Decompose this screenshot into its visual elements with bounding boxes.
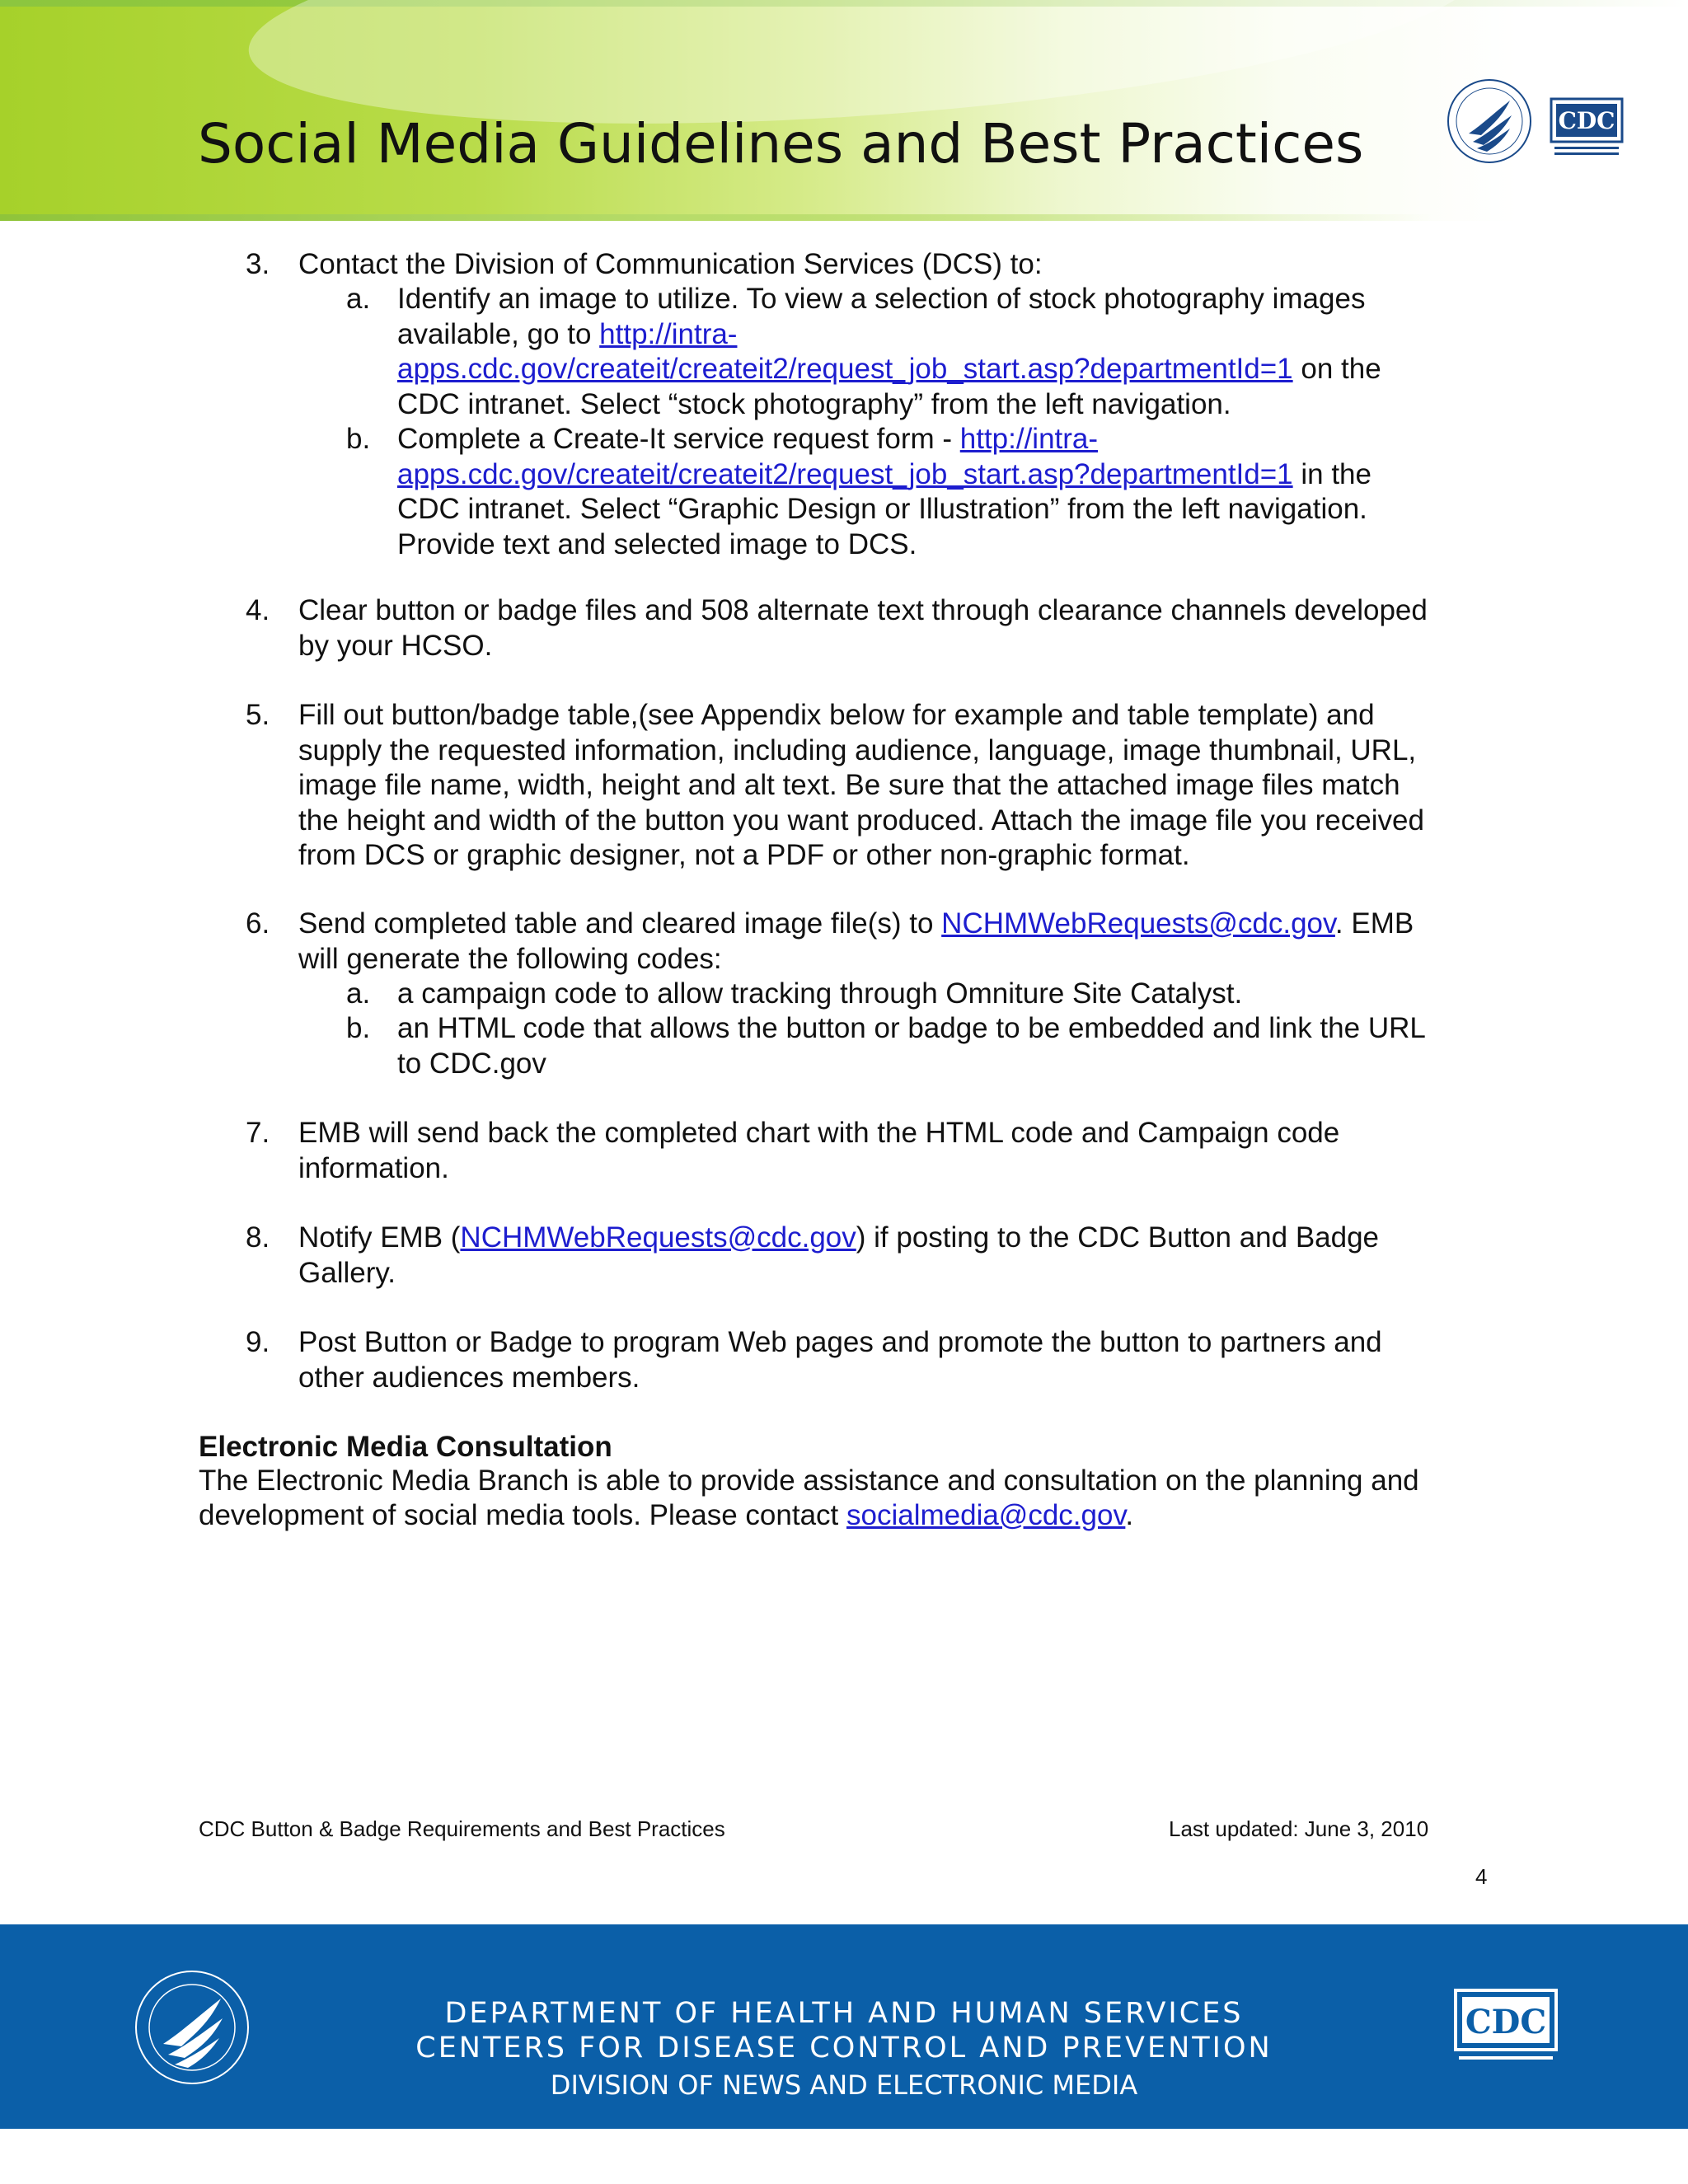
cdc-logo-icon xyxy=(1452,1987,1559,2069)
list-number: 4. xyxy=(246,594,270,626)
list-text xyxy=(298,907,1502,977)
sub-text-line xyxy=(397,457,1526,493)
department-line: DEPARTMENT OF HEALTH AND HUMAN SERVICES xyxy=(444,1997,1244,2030)
nchm-email-link-2[interactable]: NCHMWebRequests@cdc.gov xyxy=(460,1221,856,1254)
list-text-segment: ) if posting to the CDC Button and Badge xyxy=(856,1221,1380,1254)
hhs-seal-icon xyxy=(1444,76,1535,166)
list-text-line xyxy=(298,1221,1502,1256)
sub-text-line xyxy=(397,352,1526,387)
list-text-line: the height and width of the button you want produced. Attach the image file you received xyxy=(298,804,1424,837)
list-text-line: from DCS or graphic designer, not a PDF or other non-graphic format. xyxy=(298,839,1190,871)
svg-text:CDC: CDC xyxy=(1558,107,1615,134)
sub-text xyxy=(397,1011,1526,1081)
sub-letter: a. xyxy=(346,977,371,1010)
list-number: 5. xyxy=(246,699,270,731)
sub-letter: b. xyxy=(346,1012,371,1044)
list-number: 7. xyxy=(246,1117,270,1149)
sub-text-line xyxy=(397,422,1526,457)
page-number: 4 xyxy=(1475,1864,1488,1889)
list-text-line: Post Button or Badge to program Web pages and promote the button to partners and xyxy=(298,1326,1382,1358)
svg-text:CDC: CDC xyxy=(1465,2003,1547,2041)
sub-letter: a. xyxy=(346,283,371,315)
create-it-link-cont[interactable]: apps.cdc.gov/createit/createit2/request_job_start.asp?departmentId=1 xyxy=(397,457,1293,490)
socialmedia-email-link[interactable]: socialmedia@cdc.gov xyxy=(846,1499,1126,1531)
centers-line: CENTERS FOR DISEASE CONTROL AND PREVENTION xyxy=(415,2032,1273,2064)
sub-text-line: Identify an image to utilize. To view a selection of stock photography images xyxy=(397,283,1366,315)
section-body xyxy=(199,1464,1509,1533)
list-text-line: by your HCSO. xyxy=(298,629,493,662)
nchm-email-link[interactable]: NCHMWebRequests@cdc.gov xyxy=(941,907,1335,940)
list-text-line: other audiences members. xyxy=(298,1361,640,1394)
bottom-band xyxy=(0,1924,1688,2129)
section-body-line: The Electronic Media Branch is able to provide assistance and consultation on the planning and xyxy=(199,1465,1419,1497)
list-text-segment: . EMB xyxy=(1334,907,1414,940)
list-text-segment: Notify EMB ( xyxy=(298,1221,461,1254)
footer-doc-title: CDC Button & Badge Requirements and Best Practices xyxy=(199,1816,725,1841)
header-bottom-line xyxy=(0,214,1688,221)
section-heading: Electronic Media Consultation xyxy=(199,1431,612,1463)
section-body-segment: . xyxy=(1125,1499,1134,1531)
sub-text-segment: on the xyxy=(1292,353,1381,385)
list-text-line: will generate the following codes: xyxy=(298,942,722,975)
list-text xyxy=(298,698,1502,874)
list-text-segment: Send completed table and cleared image file(s) to xyxy=(298,907,942,940)
sub-text xyxy=(397,422,1526,562)
list-text-line: EMB will send back the completed chart with the HTML code and Campaign code xyxy=(298,1117,1340,1149)
list-text-line: image file name, width, height and alt text. Be sure that the attached image files match xyxy=(298,769,1400,801)
list-text-line: supply the requested information, including audience, language, image thumbnail, URL, xyxy=(298,733,1417,766)
list-text-line: Clear button or badge files and 508 alternate text through clearance channels developed xyxy=(298,594,1428,626)
list-number: 6. xyxy=(246,907,270,940)
sub-letter: b. xyxy=(346,423,371,455)
list-text xyxy=(298,593,1502,663)
sub-text-segment: Complete a Create-It service request form - xyxy=(397,423,960,455)
sub-text-line: CDC intranet. Select “stock photography” from the left navigation. xyxy=(397,387,1231,420)
division-line: DIVISION OF NEWS AND ELECTRONIC MEDIA xyxy=(550,2069,1138,2101)
list-text xyxy=(298,1116,1502,1186)
sub-text-line: Provide text and selected image to DCS. xyxy=(397,527,917,560)
sub-text xyxy=(397,977,1526,1012)
sub-text-line: CDC intranet. Select “Graphic Design or Illustration” from the left navigation. xyxy=(397,493,1367,525)
sub-text-segment: in the xyxy=(1292,457,1372,490)
list-number: 3. xyxy=(246,248,270,280)
sub-text xyxy=(397,282,1526,422)
sub-text-line: a campaign code to allow tracking through Omniture Site Catalyst. xyxy=(397,977,1243,1010)
list-number: 9. xyxy=(246,1326,270,1358)
list-text-line: Fill out button/badge table,(see Appendix below for example and table template) and xyxy=(298,699,1375,731)
list-number: 8. xyxy=(246,1221,270,1254)
sub-text-line: to CDC.gov xyxy=(397,1047,546,1080)
list-text-line xyxy=(298,907,1502,942)
cdc-logo-icon xyxy=(1550,97,1624,160)
section-body-line xyxy=(199,1498,1509,1533)
stock-photo-link-cont[interactable]: apps.cdc.gov/createit/createit2/request_job_start.asp?departmentId=1 xyxy=(397,353,1293,385)
list-text xyxy=(298,1325,1502,1395)
header-band xyxy=(0,0,1688,221)
list-text-line: information. xyxy=(298,1151,449,1184)
sub-text-line: an HTML code that allows the button or badge to be embedded and link the URL xyxy=(397,1012,1426,1044)
list-text-line: Gallery. xyxy=(298,1256,396,1289)
page-title: Social Media Guidelines and Best Practices xyxy=(198,112,1364,176)
list-text: Contact the Division of Communication Services (DCS) to: xyxy=(298,248,1043,280)
sub-text-line xyxy=(397,317,1526,353)
footer-last-updated: Last updated: June 3, 2010 xyxy=(1169,1816,1429,1841)
sub-text-segment: available, go to xyxy=(397,317,600,350)
section-body-segment: development of social media tools. Please contact xyxy=(199,1499,846,1531)
list-text xyxy=(298,1221,1502,1291)
create-it-link[interactable]: http://intra- xyxy=(959,423,1099,455)
stock-photo-link[interactable]: http://intra- xyxy=(599,317,738,350)
